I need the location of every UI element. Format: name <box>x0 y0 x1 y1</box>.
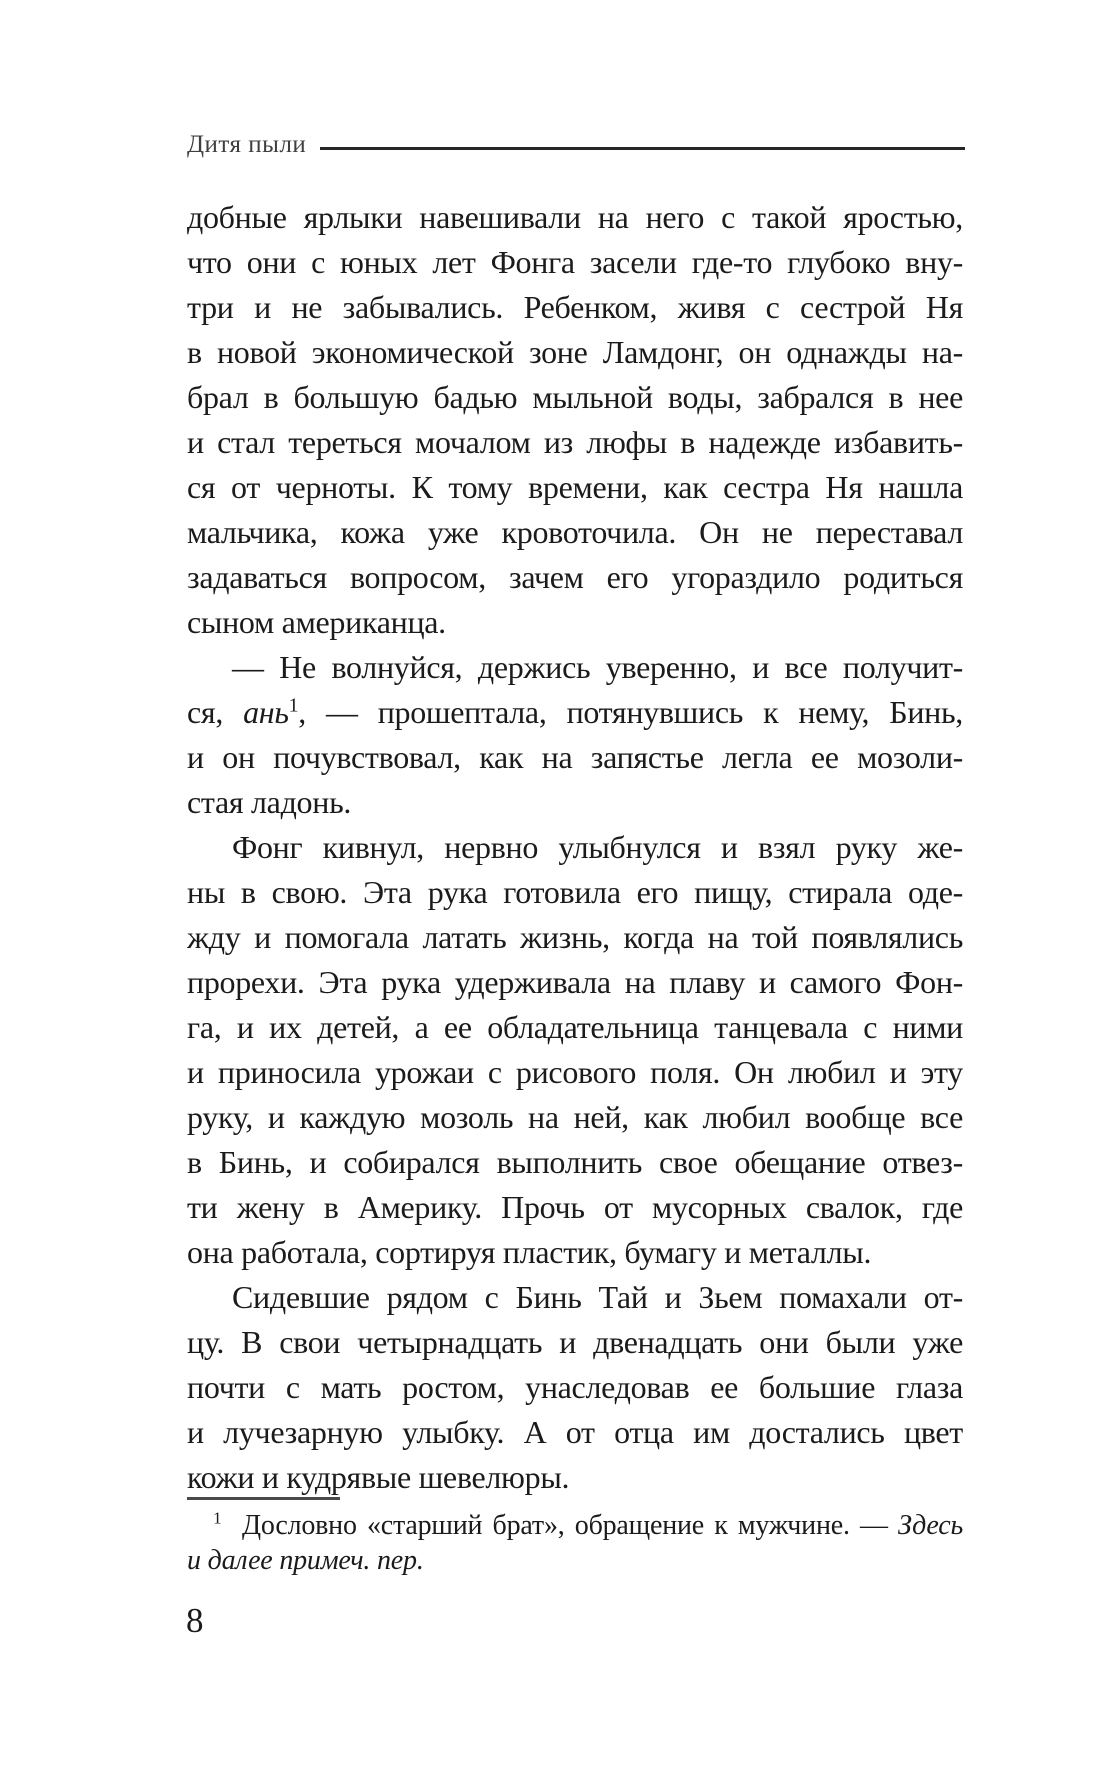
text-line <box>187 780 963 825</box>
text-line <box>187 1320 963 1365</box>
text-line <box>187 960 963 1005</box>
paragraph <box>187 1508 963 1578</box>
text-segment: в Бинь, и собирался выполнить свое обещание отвез- <box>187 1144 963 1180</box>
text-line <box>187 1230 963 1275</box>
footnote-marker: 1 <box>213 1508 222 1528</box>
text-segment: га, и их детей, а ее обладательница танцевала с ними <box>187 1009 963 1045</box>
text-line <box>187 1140 963 1185</box>
footnote-rule <box>187 1497 340 1500</box>
paragraph <box>187 195 963 645</box>
text-segment: прорехи. Эта рука удерживала на плаву и самого Фон- <box>187 964 963 1000</box>
text-segment: в новой экономической зоне Ламдонг, он однажды на- <box>187 334 963 370</box>
text-line <box>187 240 963 285</box>
footnote <box>187 1508 963 1578</box>
text-line <box>187 645 963 690</box>
text-segment: почти с мать ростом, унаследовав ее большие глаза <box>187 1369 963 1405</box>
body-text <box>187 195 963 1500</box>
text-line <box>187 195 963 240</box>
text-segment: и приносила урожаи с рисового поля. Он любил и эту <box>187 1054 963 1090</box>
text-line <box>187 600 963 645</box>
text-line <box>187 555 963 600</box>
text-segment: ся, <box>187 694 244 730</box>
text-segment: задаваться вопросом, зачем его угораздило родиться <box>187 559 963 595</box>
text-segment: Дословно «старший брат», обращение к мужчине. — <box>221 1510 899 1541</box>
text-segment: Здесь <box>898 1510 963 1541</box>
text-segment: жду и помогала латать жизнь, когда на той появлялись <box>187 919 963 955</box>
paragraph <box>187 1275 963 1500</box>
text-segment: ань <box>243 694 289 730</box>
text-segment: брал в большую бадью мыльной воды, забрался в нее <box>187 379 963 415</box>
header-rule <box>320 147 965 150</box>
text-segment: стая ладонь. <box>187 784 352 820</box>
text-line <box>187 420 963 465</box>
text-line <box>187 915 963 960</box>
text-segment: ся от черноты. К тому времени, как сестра Ня нашла <box>187 469 963 505</box>
text-segment: , — прошептала, потянувшись к нему, Бинь, <box>298 694 963 730</box>
text-segment: ти жену в Америку. Прочь от мусорных свалок, где <box>187 1189 963 1225</box>
text-segment: ны в свою. Эта рука готовила его пищу, стирала оде- <box>187 874 963 910</box>
text-line <box>187 375 963 420</box>
text-segment: Сидевшие рядом с Бинь Тай и Зьем помахали от- <box>232 1279 963 1315</box>
text-line <box>187 1543 963 1578</box>
text-line <box>187 1455 963 1500</box>
running-header <box>187 131 965 159</box>
text-line <box>187 1050 963 1095</box>
text-segment: руку, и каждую мозоль на ней, как любил вообще все <box>187 1099 963 1135</box>
text-line <box>187 285 963 330</box>
text-segment: — Не волнуйся, держись уверенно, и все получит- <box>232 649 963 685</box>
text-segment: цу. В свои четырнадцать и двенадцать они были уже <box>187 1324 963 1360</box>
text-segment: сыном американца. <box>187 604 446 640</box>
text-segment: что они с юных лет Фонга засели где-то глубоко вну- <box>187 244 963 280</box>
text-line <box>187 1508 963 1543</box>
text-segment: мальчика, кожа уже кровоточила. Он не переставал <box>187 514 963 550</box>
text-line <box>187 1365 963 1410</box>
text-segment: она работала, сортируя пластик, бумагу и металлы. <box>187 1234 872 1270</box>
text-line <box>187 1095 963 1140</box>
running-header-title: Дитя пыли <box>187 131 307 158</box>
text-line <box>187 690 963 735</box>
text-line <box>187 465 963 510</box>
text-segment: и стал тереться мочалом из люфы в надежде избавить- <box>187 424 963 460</box>
text-segment: Фонг кивнул, нервно улыбнулся и взял руку же- <box>232 829 963 865</box>
text-segment: и лучезарную улыбку. А от отца им достались цвет <box>187 1414 963 1450</box>
text-segment: и он почувствовал, как на запястье легла ее мозоли- <box>187 739 963 775</box>
text-line <box>187 1410 963 1455</box>
text-segment: три и не забывались. Ребенком, живя с сестрой Ня <box>187 289 963 325</box>
text-segment: кожи и кудрявые шевелюры. <box>187 1459 570 1495</box>
text-line <box>187 825 963 870</box>
text-line <box>187 1005 963 1050</box>
paragraph <box>187 645 963 825</box>
text-line <box>187 1275 963 1320</box>
paragraph <box>187 825 963 1275</box>
text-line <box>187 510 963 555</box>
text-line <box>187 870 963 915</box>
text-segment: добные ярлыки навешивали на него с такой яростью, <box>187 199 963 235</box>
text-line <box>187 1185 963 1230</box>
page-number: 8 <box>186 1601 204 1640</box>
footnote-marker: 1 <box>288 694 299 717</box>
text-line <box>187 330 963 375</box>
text-line <box>187 735 963 780</box>
text-segment: и далее примеч. пер. <box>187 1545 424 1576</box>
